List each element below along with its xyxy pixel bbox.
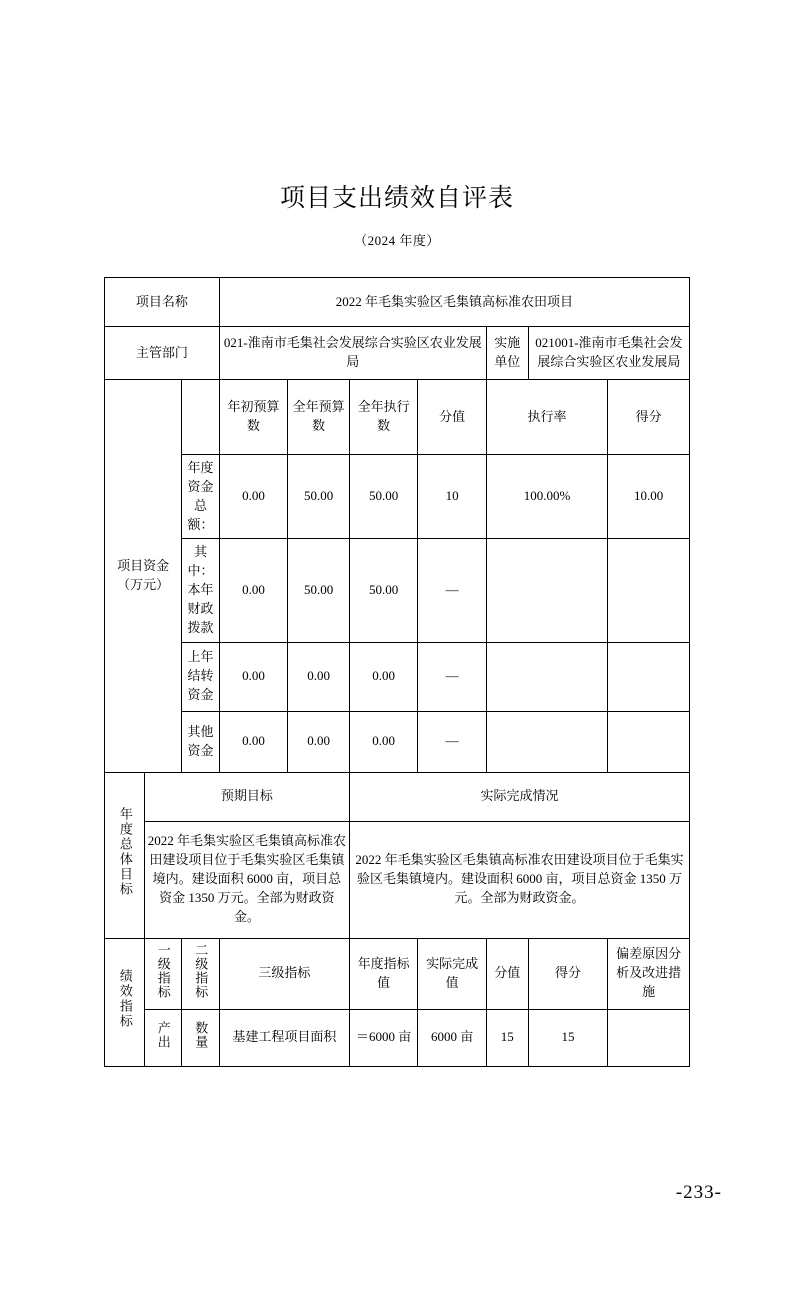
fund-score-value: — [418,539,486,642]
indicator-actual-value: 6000 亩 [418,1009,486,1066]
indicator-label [105,938,145,1066]
indicator-header-level3: 三级指标 [219,938,349,1009]
indicator-header-score-value: 分值 [486,938,528,1009]
unit-label: 实施单位 [486,327,528,380]
fund-row-name-header [182,380,220,455]
fund-year-exec: 50.00 [349,539,417,642]
annual-goal-label-text: 年度总体目标 [117,807,133,898]
fund-header-year-exec: 全年执行数 [349,380,417,455]
fund-year-exec: 0.00 [349,642,417,711]
fund-year-budget: 0.00 [288,711,350,772]
indicator-deviation [608,1009,690,1066]
fund-begin-budget: 0.00 [219,711,287,772]
fund-exec-rate [486,711,607,772]
fund-header-score: 得分 [608,380,690,455]
indicator-score: 15 [528,1009,607,1066]
indicator-header-level1 [144,938,182,1009]
indicator-level3: 基建工程项目面积 [219,1009,349,1066]
fund-score-value: — [418,711,486,772]
table-row-project-name [105,278,690,327]
actual-goal-text: 2022 年毛集实验区毛集镇高标准农田建设项目位于毛集实验区毛集镇境内。建设面积 6000 亩，项目总资金 1350 万元。全部为财政资金。 [349,821,689,938]
fund-row-name: 其中：本年财政拨款 [182,539,220,642]
table-row-annual-goal-body [105,821,690,938]
indicator-header-score: 得分 [528,938,607,1009]
fund-score [608,642,690,711]
annual-goal-label [105,772,145,938]
indicator-target-value: ＝6000 亩 [349,1009,417,1066]
page-title: 项目支出绩效自评表 [279,185,514,212]
page-subtitle: （2024 年度） [354,233,440,248]
indicator-header-level2-text: 二级指标 [193,942,209,999]
fund-score-value: — [418,642,486,711]
indicator-level2 [182,1009,220,1066]
table-row-fund-header [105,380,690,455]
expected-goal-text: 2022 年毛集实验区毛集镇高标准农田建设项目位于毛集实验区毛集镇境内。建设面积 6000 亩，项目总资金 1350 万元。全部为财政资金。 [144,821,349,938]
project-name-value: 2022 年毛集实验区毛集镇高标准农田项目 [219,278,689,327]
fund-row-name: 其他资金 [182,711,220,772]
table-row-indicator-header [105,938,690,1009]
performance-self-evaluation-table [104,277,690,1067]
fund-score [608,539,690,642]
project-name-label: 项目名称 [105,278,220,327]
fund-row-name: 年度资金总额： [182,455,220,539]
table-row-fund-other [105,711,690,772]
indicator-header-level1-text: 一级指标 [155,942,171,999]
indicator-level2-text: 数量 [193,1020,209,1049]
expected-goal-header: 预期目标 [144,772,349,821]
fund-header-exec-rate: 执行率 [486,380,607,455]
unit-value: 021001-淮南市毛集社会发展综合实验区农业发展局 [528,327,689,380]
indicator-label-text: 绩效指标 [117,969,133,1030]
actual-goal-header: 实际完成情况 [349,772,689,821]
table-row-annual-goal-header [105,772,690,821]
fund-exec-rate [486,539,607,642]
fund-year-budget: 50.00 [288,539,350,642]
fund-score [608,711,690,772]
fund-header-score-value: 分值 [418,380,486,455]
indicator-header-target-value: 年度指标值 [349,938,417,1009]
project-funds-label: 项目资金（万元） [105,380,182,773]
fund-year-budget: 50.00 [288,455,350,539]
indicator-header-deviation: 偏差原因分析及改进措施 [608,938,690,1009]
table-row-fund-total [105,455,690,539]
fund-year-exec: 50.00 [349,455,417,539]
department-value: 021-淮南市毛集社会发展综合实验区农业发展局 [219,327,486,380]
indicator-header-actual-value: 实际完成值 [418,938,486,1009]
table-row-indicator [105,1009,690,1066]
fund-year-exec: 0.00 [349,711,417,772]
indicator-header-level2 [182,938,220,1009]
fund-begin-budget: 0.00 [219,539,287,642]
page-number: -233- [675,1182,722,1203]
fund-exec-rate: 100.00% [486,455,607,539]
department-label: 主管部门 [105,327,220,380]
fund-begin-budget: 0.00 [219,455,287,539]
table-row-fund-carryover [105,642,690,711]
document-page [0,178,794,1300]
fund-exec-rate [486,642,607,711]
fund-header-begin-budget: 年初预算数 [219,380,287,455]
indicator-level1-text: 产出 [155,1020,171,1049]
fund-row-name: 上年结转资金 [182,642,220,711]
table-row-fund-gov-appropriation [105,539,690,642]
fund-score-value: 10 [418,455,486,539]
fund-score: 10.00 [608,455,690,539]
fund-header-year-budget: 全年预算数 [288,380,350,455]
table-row-department [105,327,690,380]
indicator-level1 [144,1009,182,1066]
fund-begin-budget: 0.00 [219,642,287,711]
indicator-score-value: 15 [486,1009,528,1066]
fund-year-budget: 0.00 [288,642,350,711]
